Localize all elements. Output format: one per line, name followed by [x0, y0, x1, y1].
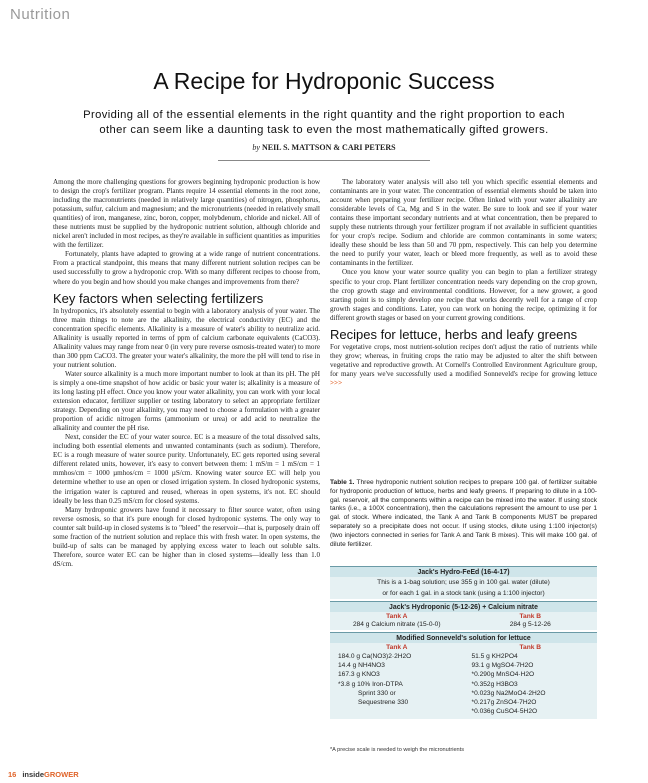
paragraph: Among the more challenging questions for growers beginning hydroponic production is how to design the crop's fertilizer program. Plants require 14 essential elements in the root zone, including the macronutrients (needed in relatively large quantities) of nitrogen, phosphorus, potassium, sulfur, calcium and magnesium; and the micronutrients (needed in relatively small quantities) of iron, manganese, zinc, boron, copper, molybdenum, chloride and nickel. All of these nutrients must be supplied by the hydroponic nutrient solution, although chloride and nickel aren't included in most recipes, as they're available in sufficient quantities as impurities with the fertilizer.: [53, 178, 320, 250]
magazine-name-part-2: GROWER: [44, 770, 79, 779]
list-item: 93.1 g MgSO4·7H2O: [471, 662, 534, 670]
table-caption-text: Three hydroponic nutrient solution recipes to prepare 100 gal. of fertilizer suitable for hydroponic production of lettuce, herbs and leafy greens. If preparing to dilute in a 100-gal. reservoir, all the components within a recipe can be mixed into the water. If using stock tanks (i.e., a 100X concentration), then the calculations represent the amount to use per 1 gal. of stock. Where indicated, the Tank A and Tank B components MUST be prepared separately so a precipitate does not occur. If using stocks, dilute using 1:100 injector(s) (two injectors connected in series for Tank A and Tank B mixes). This will make 100 gal. of dilute fertilizer.: [330, 479, 597, 548]
list-item: *0.290g MnSO4·H2O: [471, 671, 535, 679]
list-item: Sprint 330 or: [358, 689, 396, 697]
recipe-1-line-1: This is a 1-bag solution; use 355 g in 100 gal. water (dilute): [330, 577, 597, 588]
list-item: *0.036g CuSO4·5H2O: [471, 708, 538, 716]
tank-a-header: Tank A: [386, 644, 408, 651]
recipe-2-tank-b-item: 284 g 5-12-26: [509, 621, 551, 628]
title-divider: [218, 160, 430, 161]
tank-b-header: Tank B: [519, 613, 541, 620]
byline: [0, 143, 648, 152]
paragraph: Water source alkalinity is a much more important number to look at than its pH. The pH is simply a one-time snapshot of how acidic or basic your water is; alkalinity is a measure of its long lasting pH effect. Once you know your water alkalinity, you can work with your local extension educator, fertilizer supplier or testing laboratory to select an appropriate fertilizer strategy. Depending on your alkalinity, you may need to choose a formulation with a greater proportion of acidic nitrogen forms (ammonium or urea) or add acid to neutralize the alkalinity and counter the pH rise.: [53, 369, 320, 433]
list-item: 184.0 g Ca(NO3)2·2H2O: [338, 653, 412, 660]
article-column-1: [53, 178, 320, 569]
table-footnote: *A precise scale is needed to weigh the micronutrients: [330, 747, 465, 753]
recipe-3-rows: [330, 651, 597, 719]
recipe-2-tank-headers: [330, 612, 597, 620]
recipe-1-title: Jack's Hydro-FeEd (16-4-17): [330, 566, 597, 577]
list-item: *3.8 g 10% Iron-DTPA: [338, 680, 403, 688]
article-column-2: [330, 178, 597, 388]
magazine-name-part-1: inside: [22, 770, 45, 779]
paragraph: [330, 343, 597, 388]
paragraph: Many hydroponic growers have found it necessary to filter source water, often using reverse osmosis, so that it's pure enough for closed hydroponic systems. The only way to counter salt build-up in closed systems is to "bleed" the reservoir—that is, purposely drain off some fraction of the nutrient solution and replace this with fresh water. In open systems, the build-up of salts can be managed by applying excess water to leach out soluble salts. Therefore, source water EC can be higher than in closed systems—ideally less than 1.0 dS/cm.: [53, 505, 320, 568]
page-footer: [8, 770, 79, 779]
table-caption: [330, 479, 597, 549]
paragraph: Next, consider the EC of your water source. EC is a measure of the total dissolved salts, including both essential elements and unwanted contaminants (such as sodium). Therefore, EC is a rough measure of water source purity. Unfortunately, EC gets reported using several different related units, however, it's easy to convert between them: 1 mS/m = 1 mS/cm = 1 mmhos/cm = 1000 µmhos/cm = 1000 µS/cm. Knowing water source EC will help you determine whether to use an open or closed irrigation system. In closed hydroponic systems, the irrigation water is captured and reused, whereas in open systems, it's not. EC should ideally be less than 0.25 mS/cm for closed systems.: [53, 433, 320, 505]
heading-key-factors: Key factors when selecting fertilizers: [53, 290, 264, 306]
paragraph: Fortunately, plants have adapted to growing at a wide range of nutrient concentrations. From a practical standpoint, this means that many different nutrient solution recipes can be used successfully to grow a hydroponic crop. With so many different recipes to choose from, where do you begin and how should you make changes and improvements from there?: [53, 250, 320, 286]
section-label: Nutrition: [10, 6, 71, 23]
recipe-3-tank-headers: [330, 643, 597, 651]
byline-authors: NEIL S. MATTSON & CARI PETERS: [261, 143, 396, 152]
tank-b-header: Tank B: [519, 644, 541, 651]
tank-a-header: Tank A: [386, 613, 408, 620]
heading-recipes: Recipes for lettuce, herbs and leafy greens: [330, 326, 578, 342]
list-item: *0.217g ZnSO4·7H2O: [471, 699, 537, 707]
table-caption-label: Table 1.: [330, 479, 355, 486]
page-number: 16: [8, 770, 17, 779]
recipe-3-tank-b-list: [464, 652, 598, 716]
recipe-3-title: Modified Sonneveld's solution for lettuce: [330, 632, 597, 643]
list-item: 14.4 g NH4NO3: [338, 662, 385, 670]
article-title: A Recipe for Hydroponic Success: [153, 68, 495, 94]
paragraph-text: For vegetative crops, most nutrient-solution recipes don't adjust the ratio of nutrients while they grow; whereas, in fruiting crops the ratio may be adjusted to alter the shift between vegetative and reproductive growth. At Cornell's Controlled Environment Agriculture group, for many years we've successfully used a modified Sonneveld's recipe for growing lettuce: [330, 342, 597, 378]
list-item: 167.3 g KNO3: [338, 671, 380, 679]
recipe-2-row: [330, 620, 597, 630]
byline-prefix: by: [252, 143, 260, 152]
recipe-2-tank-a-item: 284 g Calcium nitrate (15-0-0): [352, 621, 441, 628]
list-item: Sequestrene 330: [358, 699, 409, 707]
recipe-table: [330, 566, 597, 719]
paragraph: Once you know your water source quality you can begin to plan a fertilizer strategy specific to your crop. Plant fertilizer concentration needs vary depending on the crop grown, the crop growth stage and environmental conditions. However, for a new grower, a good starting point is to simply develop one recipe that works decently well for a range of crop growth stages and conditions. Later, you can work on honing the recipe, optimizing it for different growth stages or based on your current growing conditions.: [330, 268, 597, 322]
recipe-2-title: Jack's Hydroponic (5-12-26) + Calcium nitrate: [330, 601, 597, 612]
list-item: *0.352g H3BO3: [471, 680, 518, 688]
paragraph: The laboratory water analysis will also tell you which specific essential elements and contaminants are in your water. The concentration of essential elements should be taken into account when preparing your fertilizer recipe. Often linked with your water alkalinity are considerable levels of Ca, Mg and S in the water. Be sure to look and see if your water contains these important secondary nutrients and at what concentration, then be prepared to supply these nutrients through your fertilizer program if not available in sufficient quantities for your crop's recipe. Sodium and chloride are common contaminants in some waters; ideally these should be less than 50 and 70 ppm, respectively. This can help you determine the need to purify your water, leach or bleed more frequently, as well as to avoid these contaminants in the fertilizer.: [330, 178, 597, 268]
paragraph: In hydroponics, it's absolutely essential to begin with a laboratory analysis of your water. The three main things to note are the alkalinity, the electrical conductivity (EC) and the concentration specific elements. Alkalinity is a measure of water's ability to neutralize acid. Alkalinity is usually reported in terms of ppm of calcium carbonate equivalents (CaCO3). Alkalinity values may range from near 0 (in very pure reverse osmosis-treated water) to more than 300 ppm CaCO3. The greater your water's alkalinity, the more the pH will tend to rise in your nutrient solution.: [53, 306, 320, 369]
recipe-1-line-2: or for each 1 gal. in a stock tank (using a 1:100 injector): [330, 588, 597, 599]
continue-arrows[interactable]: >>>: [330, 378, 343, 387]
list-item: 51.5 g KH2PO4: [471, 653, 518, 660]
article-subtitle: Providing all of the essential elements in the right quantity and the right proportion to each other can seem like a daunting task to even the most mathematically gifted growers.: [83, 109, 565, 136]
list-item: *0.023g Na2MoO4·2H2O: [471, 689, 546, 697]
recipe-3-tank-a-list: [330, 652, 464, 716]
